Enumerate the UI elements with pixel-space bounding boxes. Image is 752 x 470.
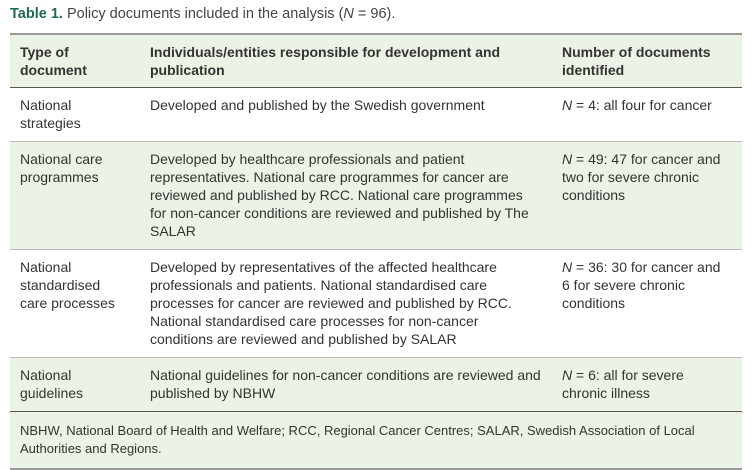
cell-type: National strategies: [20, 97, 81, 131]
policy-documents-table: [10, 33, 742, 470]
cell-type: National guidelines: [20, 367, 84, 401]
table-footnote: NBHW, National Board of Health and Welfare; RCC, Regional Cancer Centres; SALAR, Swedish Association of Local Authorities and Regions.: [10, 412, 742, 470]
table-label: Table 1.: [10, 6, 63, 22]
table-row: [10, 142, 742, 250]
header-type: Type of document: [20, 44, 87, 78]
n-symbol: N: [562, 151, 573, 167]
count-text: = 36: 30 for cancer and 6 for severe chronic conditions: [562, 259, 721, 311]
n-symbol: N: [562, 97, 573, 113]
table-row: [10, 250, 742, 358]
n-symbol: N: [562, 259, 573, 275]
header-row: [10, 34, 742, 88]
cell-responsible: Developed by representatives of the affected healthcare professionals and patients. National standardised care processes for cancer are reviewed and published by RCC. National standardised care processes for non-cancer conditions are reviewed and published by SALAR: [150, 259, 512, 347]
count-text: = 6: all for severe chronic illness: [562, 367, 684, 401]
n-symbol: N: [562, 367, 573, 383]
header-count: Number of documents identified: [562, 44, 711, 78]
table-row: [10, 358, 742, 412]
caption-rest: = 96).: [353, 6, 396, 22]
caption-text: Policy documents included in the analysis (: [66, 6, 344, 22]
caption-n: N: [343, 6, 354, 22]
table-caption: [10, 6, 395, 22]
cell-responsible: Developed by healthcare professionals and patient representatives. National care programmes for cancer are reviewed and published by RCC. National care programmes for non-cancer conditions are reviewed and published by The SALAR: [150, 151, 529, 239]
cell-count: [552, 142, 742, 250]
cell-type: National care programmes: [20, 151, 103, 185]
cell-type: National standardised care processes: [20, 259, 115, 311]
cell-count: [552, 250, 742, 358]
header-responsible: Individuals/entities responsible for development and publication: [150, 44, 501, 78]
table-row: [10, 88, 742, 142]
footnote-row: [10, 412, 742, 470]
count-text: = 49: 47 for cancer and two for severe chronic conditions: [562, 151, 721, 203]
cell-count: [552, 358, 742, 412]
count-text: = 4: all four for cancer: [572, 97, 712, 113]
cell-count: [552, 88, 742, 142]
cell-responsible: National guidelines for non-cancer conditions are reviewed and published by NBHW: [150, 367, 541, 401]
cell-responsible: Developed and published by the Swedish government: [150, 97, 485, 113]
